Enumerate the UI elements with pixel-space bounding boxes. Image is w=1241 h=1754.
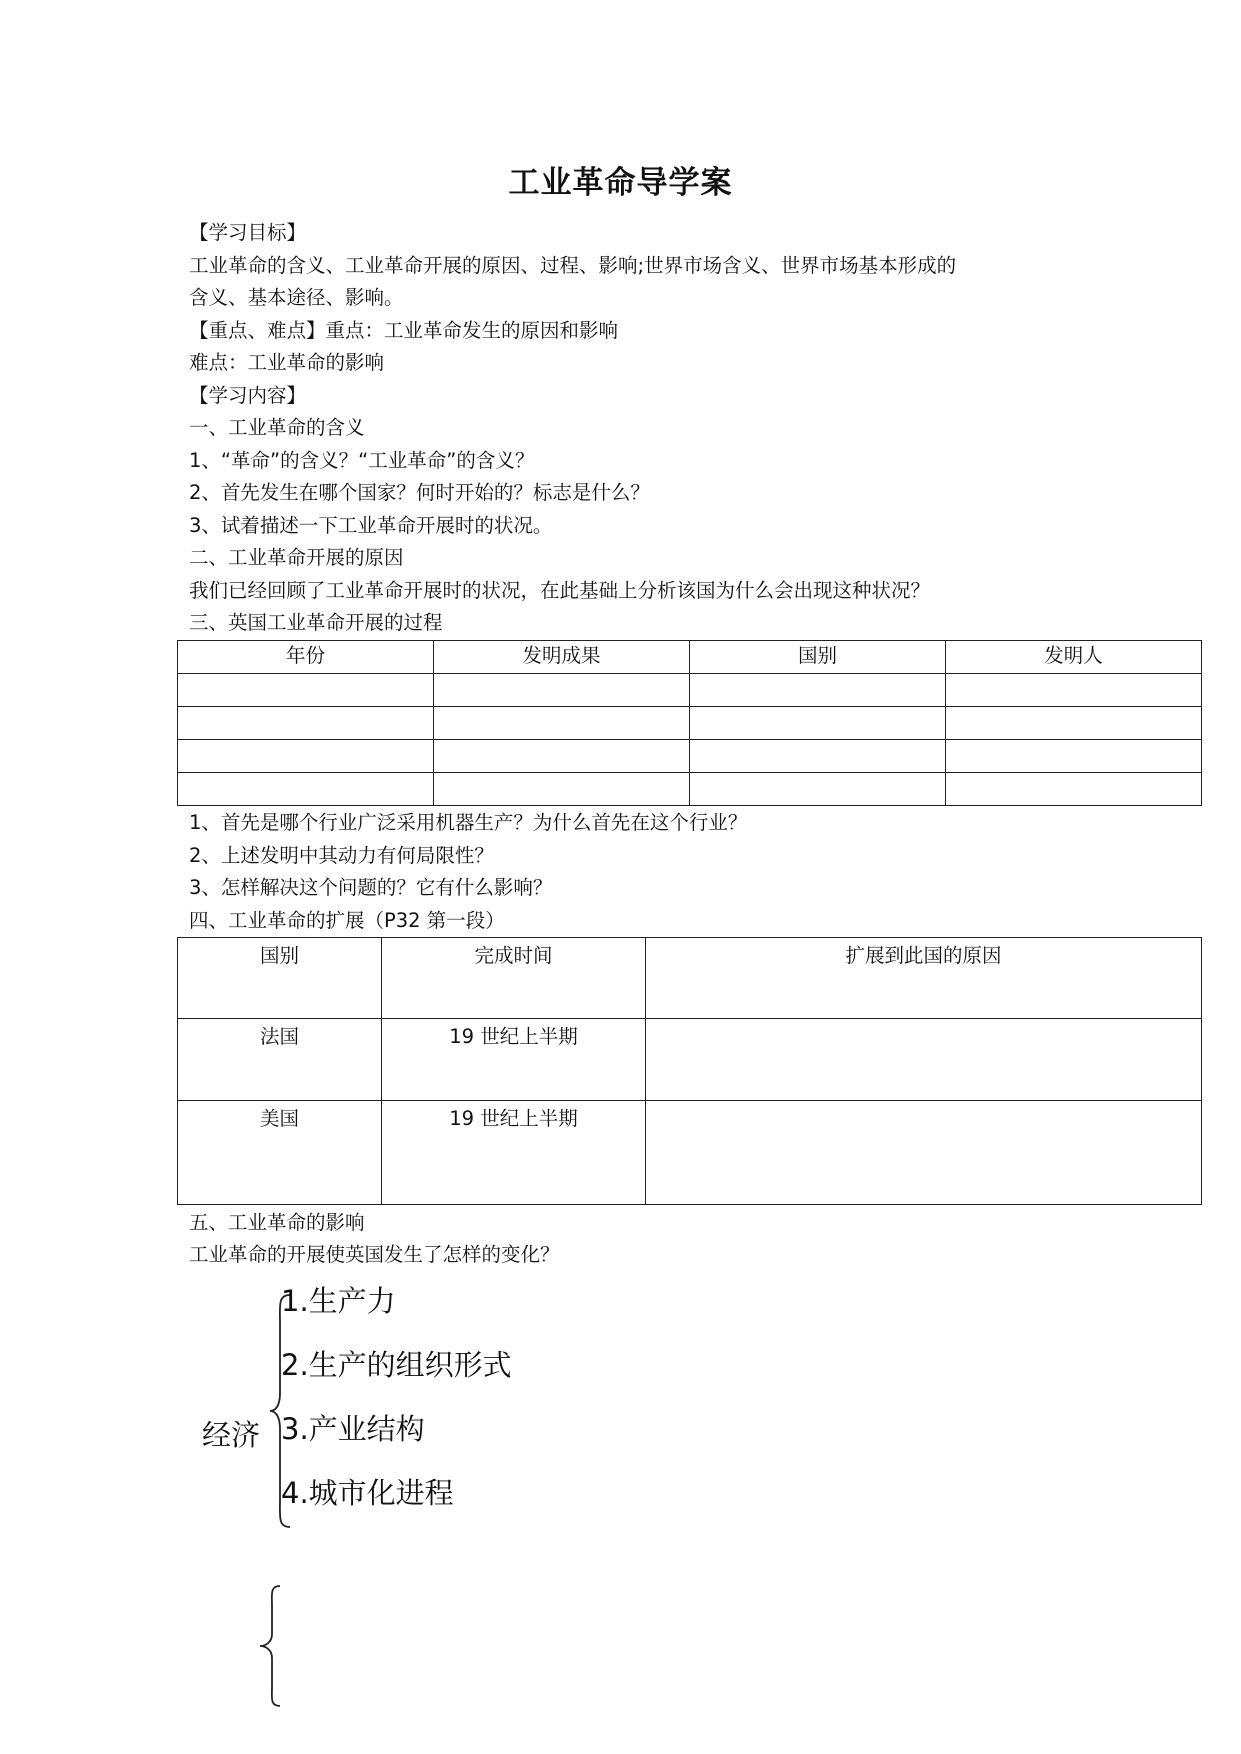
section-5-heading: 五、工业革命的影响 (189, 1211, 365, 1234)
section-2-text: 我们已经回顾了工业革命开展时的状况，在此基础上分析该国为什么会出现这种状况？ (189, 579, 931, 602)
economy-item-urbanization: 4.城市化进程 (281, 1476, 454, 1510)
goal-text-line-2: 含义、基本途径、影响。 (189, 286, 404, 309)
table-cell[interactable] (178, 707, 434, 740)
table-row (178, 740, 1202, 773)
economy-item-productivity: 1.生产力 (281, 1284, 396, 1318)
difficulty: 难点：工业革命的影响 (189, 351, 385, 374)
section-5-text: 工业革命的开展使英国发生了怎样的变化？ (189, 1243, 560, 1266)
table-row (178, 1101, 1202, 1205)
section-3-heading: 三、英国工业革命开展的过程 (189, 611, 443, 634)
table-cell[interactable] (946, 674, 1202, 707)
inventions-table (177, 640, 1202, 806)
table-cell[interactable] (434, 674, 690, 707)
page-title: 工业革命导学案 (508, 165, 733, 201)
question-1-2: 2、首先发生在哪个国家？何时开始的？标志是什么？ (189, 481, 650, 504)
table-cell[interactable] (646, 1019, 1202, 1101)
economy-label: 经济 (202, 1418, 261, 1452)
table-row (178, 674, 1202, 707)
table-cell[interactable] (690, 740, 946, 773)
table-cell: 美国 (178, 1101, 382, 1205)
table-row (178, 1019, 1202, 1101)
question-3-2: 2、上述发明中其动力有何局限性？ (189, 844, 494, 867)
table-cell[interactable] (690, 674, 946, 707)
table-cell[interactable] (946, 740, 1202, 773)
table-cell[interactable] (178, 674, 434, 707)
goal-heading: 【学习目标】 (189, 221, 307, 244)
column-header: 发明人 (946, 641, 1202, 674)
expansion-table (177, 937, 1202, 1205)
table-cell[interactable] (690, 707, 946, 740)
table-cell: 19 世纪上半期 (382, 1101, 646, 1205)
table-cell[interactable] (946, 707, 1202, 740)
goal-text-line-1: 工业革命的含义、工业革命开展的原因、过程、影响;世界市场含义、世界市场基本形成的 (189, 254, 957, 277)
table-row (178, 773, 1202, 806)
column-header: 国别 (178, 938, 382, 1019)
column-header: 发明成果 (434, 641, 690, 674)
table-cell[interactable] (646, 1101, 1202, 1205)
table-cell[interactable] (946, 773, 1202, 806)
table-header-row (178, 938, 1202, 1019)
column-header: 国别 (690, 641, 946, 674)
table-cell[interactable] (434, 773, 690, 806)
section-1-heading: 一、工业革命的含义 (189, 416, 365, 439)
question-1-3: 3、试着描述一下工业革命开展时的状况。 (189, 514, 553, 537)
question-1-1: 1、“革命”的含义？“工业革命”的含义？ (189, 449, 535, 472)
table-cell[interactable] (178, 773, 434, 806)
column-header: 完成时间 (382, 938, 646, 1019)
section-4-heading: 四、工业革命的扩展（P32 第一段） (189, 909, 505, 932)
column-header: 扩展到此国的原因 (646, 938, 1202, 1019)
question-3-3: 3、怎样解决这个问题的？它有什么影响？ (189, 876, 553, 899)
empty-brace (258, 1584, 284, 1708)
table-cell[interactable] (178, 740, 434, 773)
table-cell[interactable] (434, 740, 690, 773)
column-header: 年份 (178, 641, 434, 674)
table-row (178, 707, 1202, 740)
economy-item-production-organization: 2.生产的组织形式 (281, 1348, 512, 1382)
table-header-row (178, 641, 1202, 674)
content-heading: 【学习内容】 (189, 384, 307, 407)
table-cell: 法国 (178, 1019, 382, 1101)
table-cell: 19 世纪上半期 (382, 1019, 646, 1101)
question-3-1: 1、首先是哪个行业广泛采用机器生产？为什么首先在这个行业？ (189, 811, 748, 834)
table-cell[interactable] (690, 773, 946, 806)
economy-item-industrial-structure: 3.产业结构 (281, 1412, 425, 1446)
section-2-heading: 二、工业革命开展的原因 (189, 546, 404, 569)
key-points: 【重点、难点】重点：工业革命发生的原因和影响 (189, 319, 619, 342)
table-cell[interactable] (434, 707, 690, 740)
